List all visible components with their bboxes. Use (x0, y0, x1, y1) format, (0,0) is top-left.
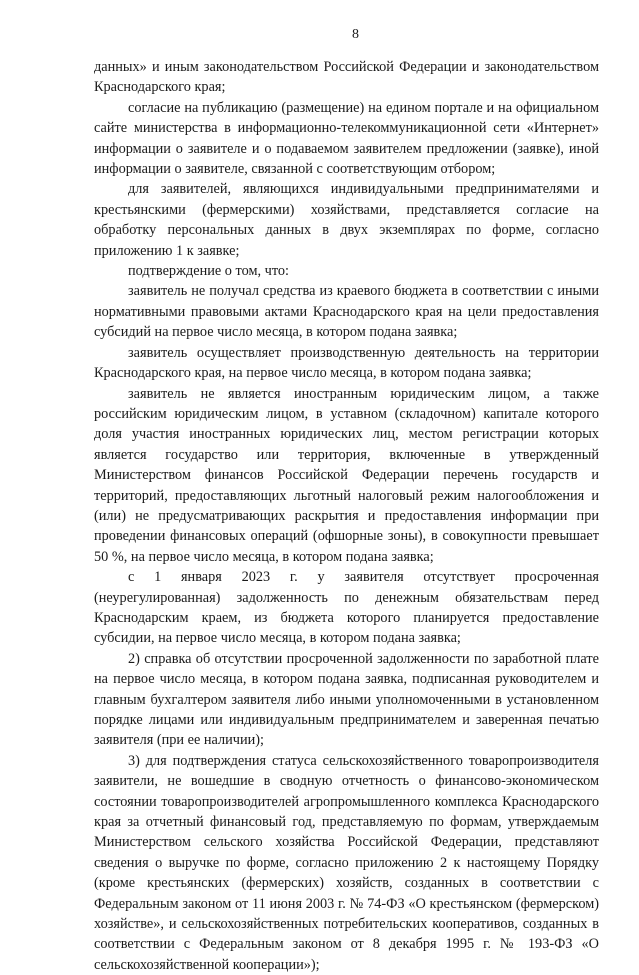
paragraph: данных» и иным законодательством Российской Федерации и законодательством Краснодарского края; (94, 59, 599, 96)
page-number: 8 (352, 27, 359, 42)
paragraph: подтверждение о том, что: (128, 263, 290, 280)
paragraph: согласие на публикацию (размещение) на едином портале и на официальном сайте министерства в информационно-телекоммуникационной сети «Интернет» информации о заявителе и о подаваемом заявителем предложении (заявке), иной информации о заявителе, связанной с соответствующим отбором; (94, 99, 599, 178)
paragraph: 3) для подтверждения статуса сельскохозяйственного товаропроизводителя заявители, не вошедшие в сводную отчетность о финансово-экономическом состоянии товаропроизводителей агропромышленного комплекса Краснодарского края за отчетный финансовый год, представляемую по формам, утверждаемым Министерством сельского хозяйства Российской Федерации, представляют сведения о выручке по форме, согласно приложению 2 к настоящему Порядку (кроме крестьянских (фермерских) хозяйств, созданных в соответствии с Федеральным законом от 11 июня 2003 г. № 74-ФЗ «О крестьянском (фермерском) хозяйстве», и сельскохозяйственных потребительских кооперативов, созданных в соответствии с Федеральным законом от 8 декабря 1995 г. № 193-ФЗ «О сельскохозяйственной кооперации»); (94, 752, 599, 973)
paragraph: для заявителей, являющихся индивидуальными предпринимателями и крестьянскими (фермерскими) хозяйствами, представляется согласие на обработку персональных данных в двух экземплярах по форме, согласно приложению 1 к заявке; (94, 181, 599, 259)
paragraph: заявитель не является иностранным юридическим лицом, а также российским юридическим лицом, в уставном (складочном) капитале которого доля участия иностранных юридических лиц, местом регистрации которых является государство или территория, включенные в утвержденный Министерством финансов Российской Федерации перечень государств и территорий, предоставляющих льготный налоговый режим налогообложения и (или) не предусматривающих раскрытия и предоставления информации при проведении финансовых операций (офшорные зоны), в совокупности превышает 50 %, на первое число месяца, в котором подана заявка; (94, 385, 599, 565)
paragraph: с 1 января 2023 г. у заявителя отсутствует просроченная (неурегулированная) задолженность по денежным обязательствам перед Краснодарским краем, из бюджета которого планируется предоставление субсидии, на первое число месяца, в котором подана заявка; (94, 569, 599, 647)
paragraph: заявитель не получал средства из краевого бюджета в соответствии с иными нормативными правовыми актами Краснодарского края на цели предоставления субсидий на первое число месяца, в котором подана заявка; (94, 283, 599, 341)
document-body (94, 57, 599, 975)
paragraph: 2) справка об отсутствии просроченной задолженности по заработной плате на первое число месяца, в котором подана заявка, подписанная руководителем и главным бухгалтером заявителя либо иными уполномоченными в установленном порядке лицами или индивидуальным предпринимателем и заверенная печатью заявителя (при ее наличии); (94, 650, 599, 749)
paragraph: заявитель осуществляет производственную деятельность на территории Краснодарского края, на первое число месяца, в котором подана заявка; (94, 344, 599, 382)
